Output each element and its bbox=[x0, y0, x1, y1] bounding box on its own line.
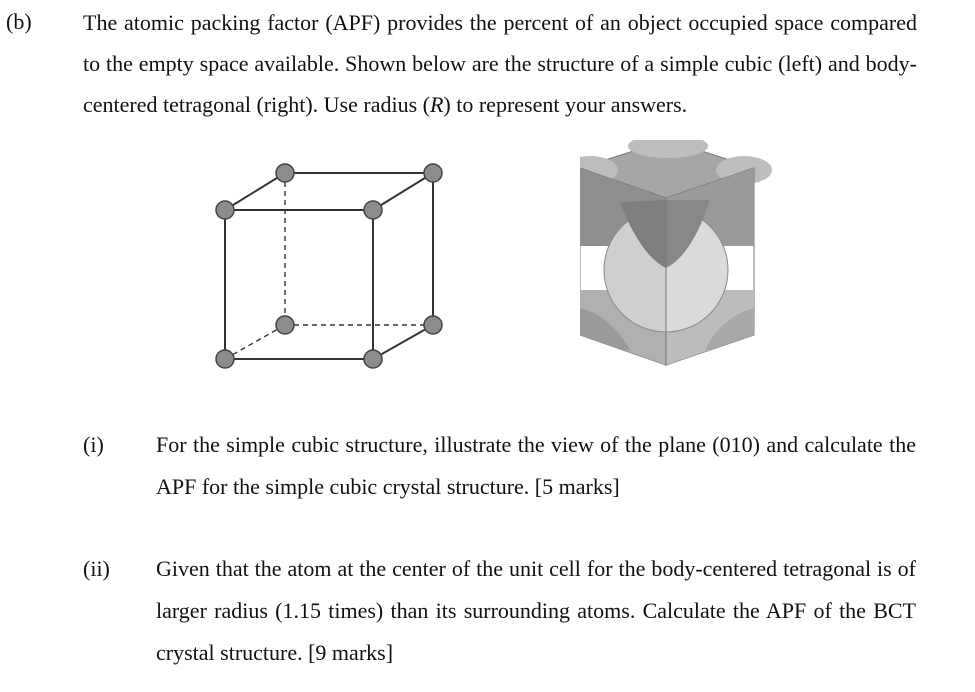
sc-atom bbox=[424, 316, 442, 334]
sc-atom bbox=[276, 316, 294, 334]
sc-edge bbox=[225, 173, 285, 210]
sc-atom bbox=[216, 350, 234, 368]
simple-cubic-diagram bbox=[205, 155, 465, 380]
sc-atom bbox=[216, 201, 234, 219]
subquestion-number: (ii) bbox=[83, 556, 110, 581]
intro-radius-symbol: R bbox=[429, 92, 444, 117]
sc-atom bbox=[276, 164, 294, 182]
sc-atom bbox=[364, 350, 382, 368]
sc-hidden-edge bbox=[225, 325, 285, 359]
question-intro bbox=[83, 2, 917, 125]
subquestion-number: (i) bbox=[83, 432, 104, 457]
question-label: (b) bbox=[6, 9, 32, 34]
sc-atom bbox=[424, 164, 442, 182]
intro-text-end: ) to represent your answers. bbox=[443, 92, 688, 117]
subquestion-text: For the simple cubic structure, illustrate the view of the plane (010) and calculate the APF for the simple cubic crystal structure. [5 marks] bbox=[156, 432, 916, 499]
subquestion-text: Given that the atom at the center of the unit cell for the body-centered tetragonal is of larger radius (1.15 times) than its surrounding atoms. Calculate the APF of the BCT crystal structure. [9 marks] bbox=[156, 556, 916, 665]
intro-text-start: The atomic packing factor (APF) provides the percent of an object occupied space compared to the empty space available. Shown below are the structure of a simple cubic (left) and body-centered tetragonal (right). Use radius ( bbox=[83, 10, 917, 117]
bct-diagram bbox=[580, 140, 780, 370]
sc-edge bbox=[373, 325, 433, 359]
sc-edge bbox=[373, 173, 433, 210]
sc-atom bbox=[364, 201, 382, 219]
